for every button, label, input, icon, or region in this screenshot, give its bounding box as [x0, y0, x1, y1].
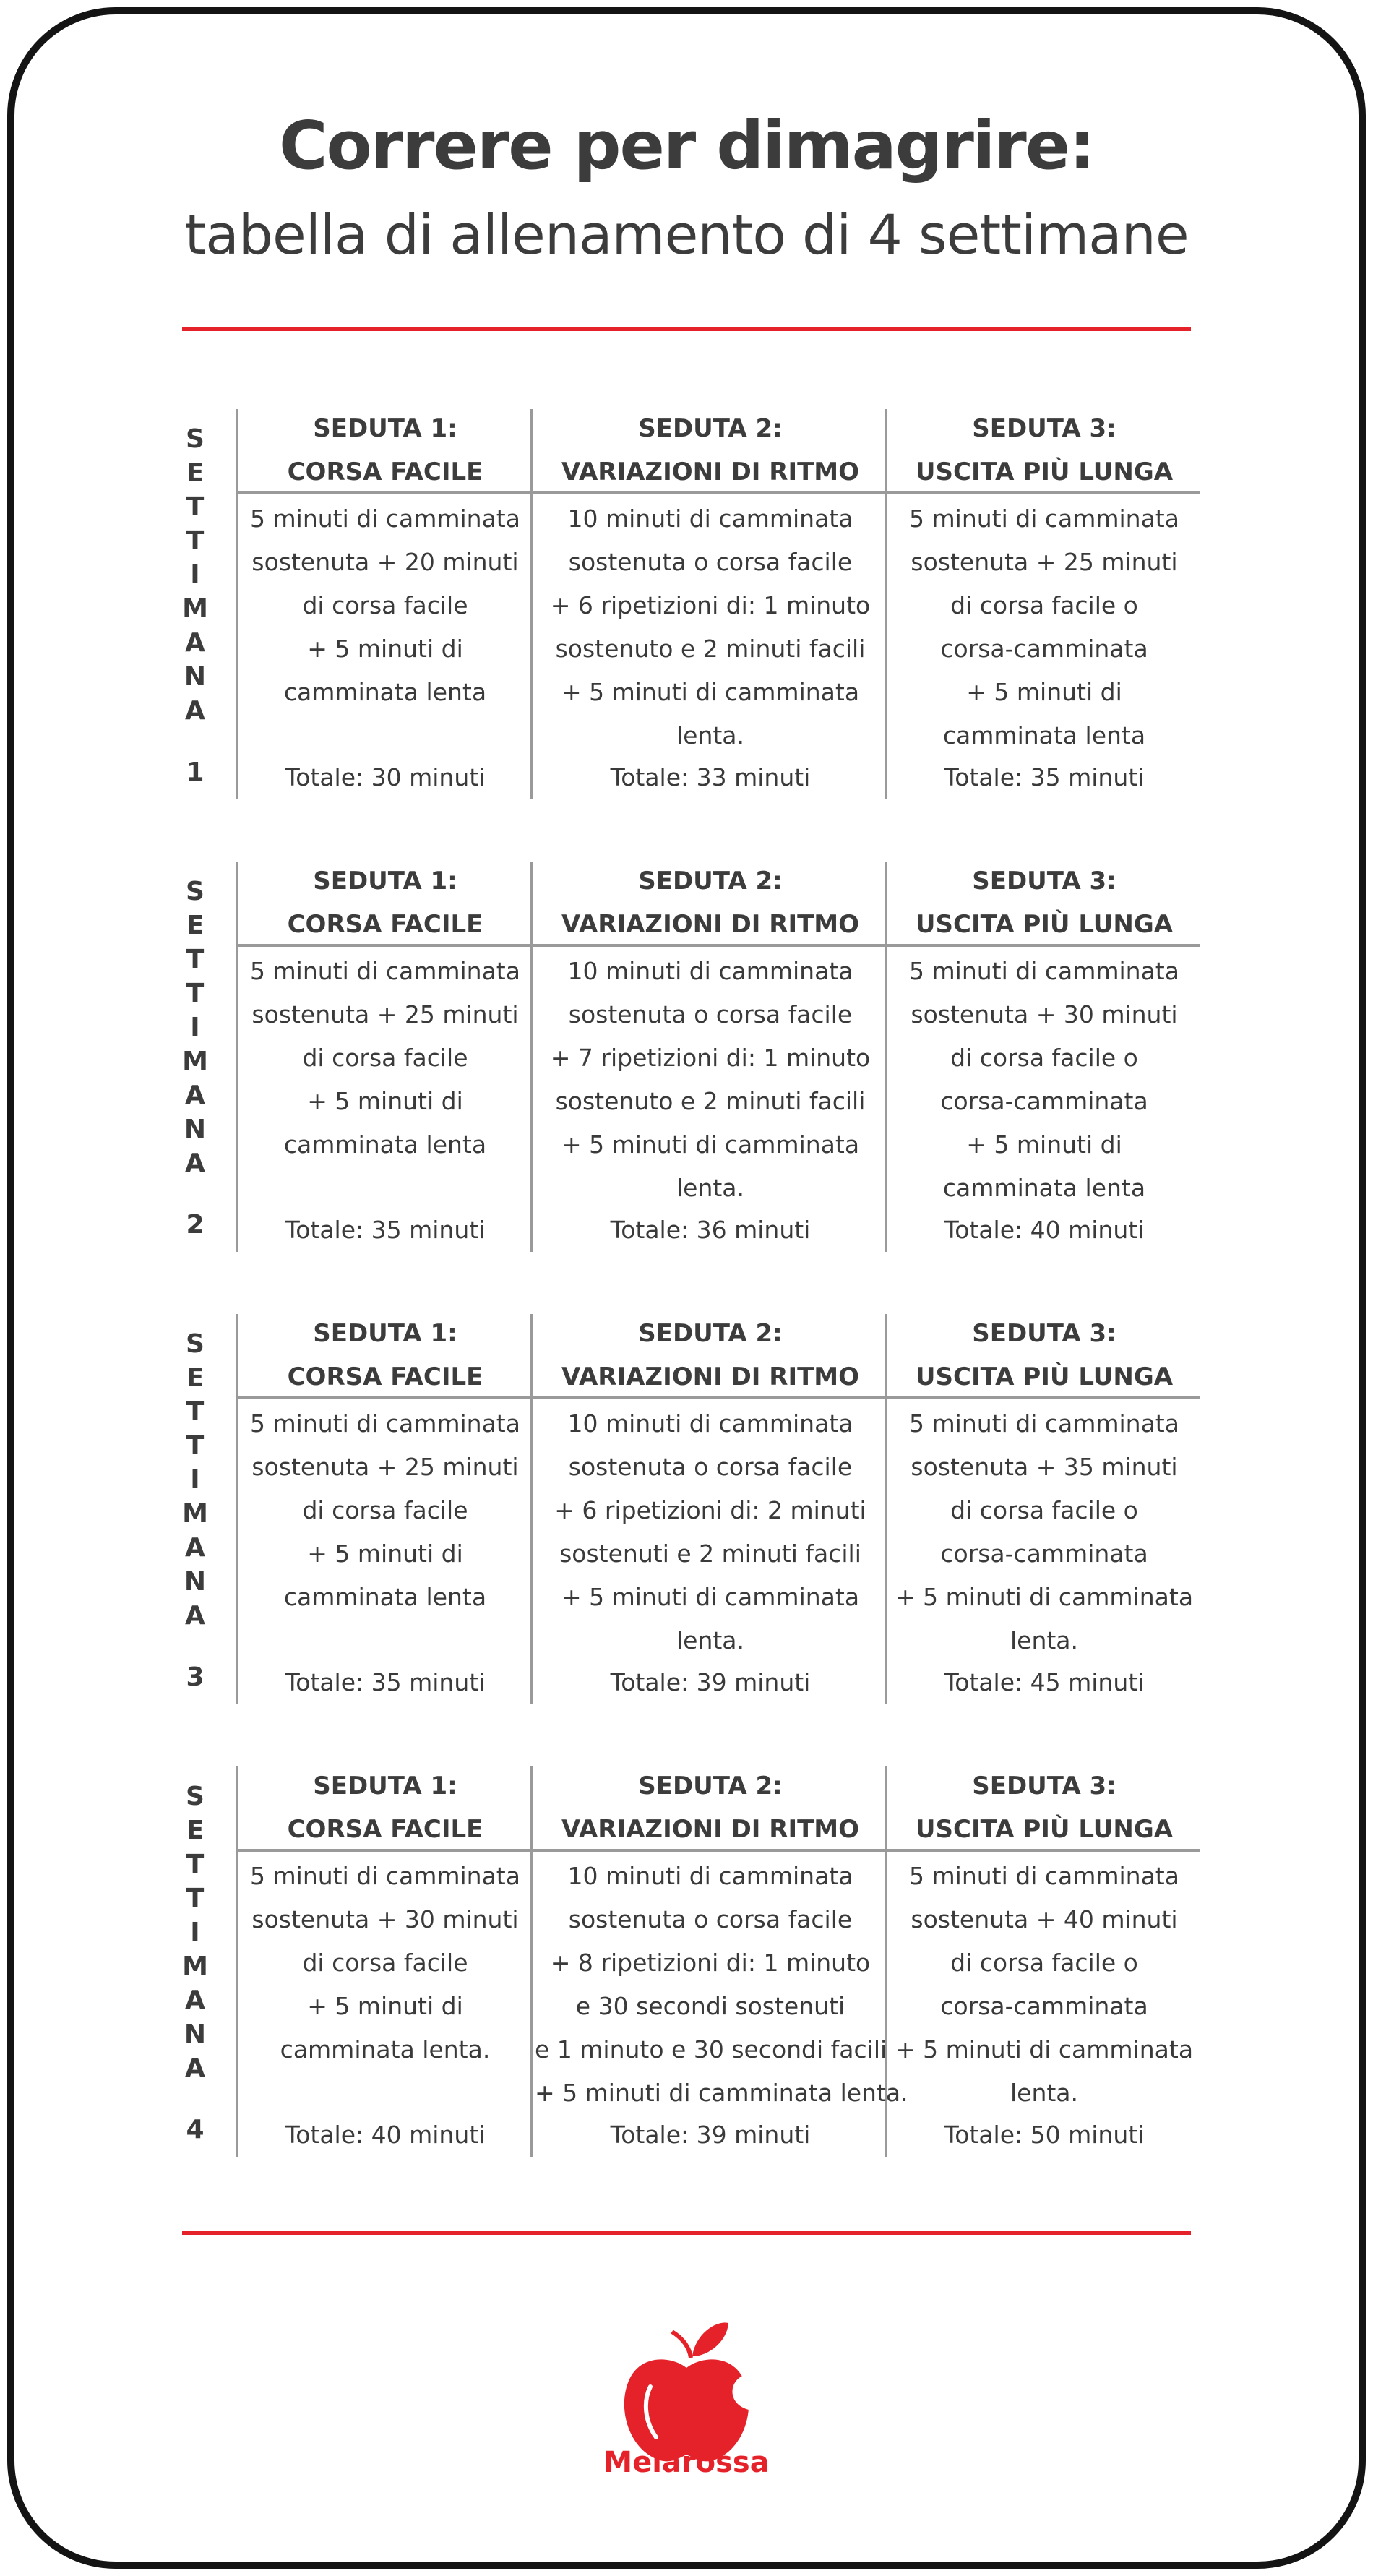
session-column	[889, 1314, 1200, 1704]
week-number: 2	[186, 1210, 205, 1240]
page-title: Correre per dimagrire:	[279, 107, 1094, 184]
week-label-letter: S	[186, 1782, 205, 1811]
session-column	[535, 409, 886, 799]
session-description-line: 10 minuti di camminata	[567, 1409, 853, 1438]
session-description-line: camminata lenta	[283, 678, 487, 706]
session-number: SEDUTA 2:	[638, 1772, 783, 1800]
session-description	[889, 497, 1200, 757]
week-number: 1	[186, 757, 205, 787]
session-description-line: sostenuto e 2 minuti facili	[555, 635, 866, 663]
week-label	[173, 422, 217, 789]
session-description-line: + 5 minuti di	[307, 1540, 463, 1568]
bottom-divider	[182, 2231, 1191, 2235]
session-description-line: sostenuta + 40 minuti	[911, 1905, 1178, 1933]
session-header	[535, 862, 886, 944]
session-number: SEDUTA 2:	[638, 867, 783, 896]
week-label-letter: I	[190, 560, 200, 590]
session-column	[889, 862, 1200, 1252]
session-description-line: 5 minuti di camminata	[909, 505, 1179, 533]
week-label-letter: N	[184, 662, 207, 692]
week-label-letter: M	[182, 1499, 208, 1529]
session-description-line: + 5 minuti di	[966, 678, 1122, 706]
session-total: Totale: 36 minuti	[610, 1216, 811, 1244]
session-header	[889, 862, 1200, 944]
session-description-line: di corsa facile o	[950, 591, 1138, 619]
session-description-line: sostenuta + 25 minuti	[911, 548, 1178, 576]
session-description-line: lenta.	[676, 1174, 745, 1202]
session-description-line: sostenuta + 35 minuti	[911, 1453, 1178, 1481]
week-label-letter: E	[186, 458, 205, 488]
session-description-line: + 5 minuti di camminata	[895, 1583, 1194, 1611]
session-description	[238, 1402, 532, 1619]
session-description-line: 5 minuti di camminata	[250, 957, 520, 985]
session-description-line: + 5 minuti di camminata	[561, 1583, 860, 1611]
session-number: SEDUTA 1:	[313, 1319, 457, 1348]
week-label	[173, 1327, 217, 1694]
session-description	[535, 1855, 908, 2115]
session-description-line: corsa-camminata	[940, 1992, 1148, 2020]
session-column	[535, 862, 886, 1252]
session-description	[535, 1402, 886, 1662]
week-label-letter: N	[184, 2019, 207, 2049]
session-header	[535, 1766, 886, 1849]
session-description-line: camminata lenta	[942, 721, 1146, 750]
session-description-line: sostenuta + 20 minuti	[251, 548, 519, 576]
session-number: SEDUTA 3:	[972, 414, 1116, 443]
session-number: SEDUTA 1:	[313, 867, 457, 896]
session-header	[238, 1314, 532, 1396]
session-description	[238, 497, 532, 714]
week-label-letter: M	[182, 1952, 208, 1981]
page-subtitle: tabella di allenamento di 4 settimane	[184, 202, 1189, 267]
week-label	[173, 1779, 217, 2147]
session-total: Totale: 30 minuti	[285, 763, 486, 791]
session-column	[889, 1766, 1200, 2157]
session-description-line: di corsa facile o	[950, 1496, 1138, 1524]
session-description-line: + 6 ripetizioni di: 2 minuti	[554, 1496, 866, 1524]
session-description-line: camminata lenta.	[280, 2035, 491, 2064]
session-description-line: di corsa facile	[302, 1949, 468, 1977]
session-description-line: e 1 minuto e 30 secondi facili	[535, 2035, 887, 2064]
week-label-letter: T	[186, 979, 205, 1008]
session-header	[889, 409, 1200, 491]
session-description-line: di corsa facile o	[950, 1949, 1138, 1977]
session-column	[238, 1314, 532, 1704]
session-description-line: 5 minuti di camminata	[250, 505, 520, 533]
session-description-line: sostenuta o corsa facile	[568, 548, 853, 576]
session-description-line: 5 minuti di camminata	[909, 957, 1179, 985]
session-type: USCITA PIÙ LUNGA	[915, 1362, 1174, 1391]
session-description-line: lenta.	[1010, 2079, 1079, 2107]
week-label-letter: I	[190, 1013, 200, 1042]
week-block	[173, 862, 1200, 1252]
week-label-letter: T	[186, 1397, 205, 1427]
session-header	[535, 1314, 886, 1396]
session-description-line: 5 minuti di camminata	[250, 1409, 520, 1438]
session-type: USCITA PIÙ LUNGA	[915, 1815, 1174, 1844]
session-description-line: camminata lenta	[942, 1174, 1146, 1202]
week-label-letter: N	[184, 1567, 207, 1597]
session-total: Totale: 35 minuti	[285, 1216, 486, 1244]
session-description-line: di corsa facile o	[950, 1044, 1138, 1072]
week-label-letter: T	[186, 1850, 205, 1879]
week-label-letter: T	[186, 1431, 205, 1461]
session-description-line: 10 minuti di camminata	[567, 505, 853, 533]
top-divider	[182, 327, 1191, 331]
session-type: CORSA FACILE	[287, 1362, 483, 1391]
session-description-line: + 5 minuti di	[307, 635, 463, 663]
session-description-line: + 7 ripetizioni di: 1 minuto	[550, 1044, 871, 1072]
session-type: VARIAZIONI DI RITMO	[561, 910, 860, 939]
session-column	[535, 1314, 886, 1704]
session-description	[889, 950, 1200, 1210]
session-description	[238, 1855, 532, 2071]
week-label-letter: M	[182, 594, 208, 624]
session-description-line: sostenuta + 25 minuti	[251, 1453, 519, 1481]
session-column	[238, 862, 532, 1252]
week-block	[173, 409, 1200, 799]
session-description-line: sostenuta + 30 minuti	[251, 1905, 519, 1933]
session-description-line: + 5 minuti di camminata	[561, 678, 860, 706]
week-label-letter: A	[185, 2053, 205, 2083]
week-label-letter: S	[186, 1329, 205, 1359]
session-type: USCITA PIÙ LUNGA	[915, 910, 1174, 939]
session-type: VARIAZIONI DI RITMO	[561, 1362, 860, 1391]
session-description-line: sostenuto e 2 minuti facili	[555, 1087, 866, 1115]
session-header	[889, 1766, 1200, 1849]
session-description	[535, 497, 886, 757]
apple-leaf-cut	[672, 2332, 691, 2358]
session-description-line: corsa-camminata	[940, 635, 1148, 663]
session-description-line: + 5 minuti di	[307, 1992, 463, 2020]
week-label-letter: E	[186, 911, 205, 940]
week-label-letter: M	[182, 1047, 208, 1076]
session-description	[238, 950, 532, 1167]
session-column	[889, 409, 1200, 799]
week-label-letter: A	[185, 1985, 205, 2015]
week-label-letter: T	[186, 1884, 205, 1913]
session-description-line: sostenuti e 2 minuti facili	[559, 1540, 861, 1568]
apple-leaf	[692, 2322, 728, 2356]
week-label-letter: S	[186, 424, 205, 454]
week-label-letter: T	[186, 526, 205, 556]
session-description-line: corsa-camminata	[940, 1540, 1148, 1568]
week-label-letter: A	[185, 628, 205, 658]
session-description-line: 10 minuti di camminata	[567, 1862, 853, 1890]
session-description-line: camminata lenta	[283, 1130, 487, 1159]
session-total: Totale: 39 minuti	[610, 2121, 811, 2149]
session-description-line: lenta.	[1010, 1626, 1079, 1654]
session-total: Totale: 35 minuti	[944, 763, 1145, 791]
session-description-line: + 8 ripetizioni di: 1 minuto	[550, 1949, 871, 1977]
week-label-letter: A	[185, 696, 205, 726]
session-type: USCITA PIÙ LUNGA	[915, 458, 1174, 486]
session-type: CORSA FACILE	[287, 458, 483, 486]
session-description-line: sostenuta o corsa facile	[568, 1905, 853, 1933]
session-header	[238, 409, 532, 491]
session-type: VARIAZIONI DI RITMO	[561, 458, 860, 486]
session-column	[238, 409, 532, 799]
session-description-line: 5 minuti di camminata	[909, 1862, 1179, 1890]
session-description-line: + 6 ripetizioni di: 1 minuto	[550, 591, 871, 619]
session-column	[238, 1766, 532, 2157]
session-description-line: + 5 minuti di camminata	[561, 1130, 860, 1159]
session-description-line: sostenuta o corsa facile	[568, 1000, 853, 1029]
session-header	[535, 409, 886, 491]
session-description-line: di corsa facile	[302, 1044, 468, 1072]
session-total: Totale: 45 minuti	[944, 1668, 1145, 1696]
session-description-line: 5 minuti di camminata	[250, 1862, 520, 1890]
session-description-line: lenta.	[676, 721, 745, 750]
week-label-letter: N	[184, 1115, 207, 1144]
session-number: SEDUTA 2:	[638, 414, 783, 443]
session-header	[889, 1314, 1200, 1396]
brand-name: Melarossa	[603, 2446, 770, 2479]
week-label-letter: T	[186, 492, 205, 522]
session-description-line: camminata lenta	[283, 1583, 487, 1611]
session-description	[535, 950, 886, 1210]
session-total: Totale: 50 minuti	[944, 2121, 1145, 2149]
week-label-letter: E	[186, 1363, 205, 1393]
session-total: Totale: 40 minuti	[285, 2121, 486, 2149]
session-description-line: di corsa facile	[302, 591, 468, 619]
session-description-line: sostenuta + 25 minuti	[251, 1000, 519, 1029]
session-number: SEDUTA 2:	[638, 1319, 783, 1348]
week-label	[173, 875, 217, 1242]
week-label-letter: E	[186, 1816, 205, 1845]
session-description-line: + 5 minuti di camminata	[895, 2035, 1194, 2064]
session-description-line: 10 minuti di camminata	[567, 957, 853, 985]
infographic-card	[7, 7, 1366, 2569]
session-total: Totale: 33 minuti	[610, 763, 811, 791]
session-description-line: sostenuta + 30 minuti	[911, 1000, 1178, 1029]
session-type: CORSA FACILE	[287, 1815, 483, 1844]
week-number: 4	[186, 2115, 205, 2144]
week-label-letter: A	[185, 1533, 205, 1563]
week-label-letter: S	[186, 877, 205, 906]
session-description	[889, 1402, 1200, 1662]
week-block	[173, 1314, 1200, 1704]
week-label-letter: A	[185, 1149, 205, 1178]
session-description-line: corsa-camminata	[940, 1087, 1148, 1115]
session-description-line: e 30 secondi sostenuti	[575, 1992, 845, 2020]
session-number: SEDUTA 3:	[972, 867, 1116, 896]
session-header	[238, 862, 532, 944]
session-number: SEDUTA 3:	[972, 1319, 1116, 1348]
session-type: VARIAZIONI DI RITMO	[561, 1815, 860, 1844]
week-number: 3	[186, 1662, 205, 1692]
session-description-line: lenta.	[676, 1626, 745, 1654]
session-number: SEDUTA 3:	[972, 1772, 1116, 1800]
session-description-line: 5 minuti di camminata	[909, 1409, 1179, 1438]
session-description-line: di corsa facile	[302, 1496, 468, 1524]
week-label-letter: T	[186, 945, 205, 974]
session-number: SEDUTA 1:	[313, 414, 457, 443]
week-label-letter: A	[185, 1081, 205, 1110]
session-total: Totale: 35 minuti	[285, 1668, 486, 1696]
session-description	[889, 1855, 1200, 2115]
week-label-letter: I	[190, 1918, 200, 1947]
session-description-line: + 5 minuti di	[966, 1130, 1122, 1159]
week-block	[173, 1766, 1200, 2157]
session-total: Totale: 39 minuti	[610, 1668, 811, 1696]
session-header	[238, 1766, 532, 1849]
session-description-line: sostenuta o corsa facile	[568, 1453, 853, 1481]
session-description-line: + 5 minuti di camminata lenta.	[535, 2079, 908, 2107]
week-label-letter: I	[190, 1465, 200, 1495]
session-description-line: + 5 minuti di	[307, 1087, 463, 1115]
session-total: Totale: 40 minuti	[944, 1216, 1145, 1244]
week-label-letter: A	[185, 1601, 205, 1631]
session-type: CORSA FACILE	[287, 910, 483, 939]
session-column	[535, 1766, 908, 2157]
session-number: SEDUTA 1:	[313, 1772, 457, 1800]
